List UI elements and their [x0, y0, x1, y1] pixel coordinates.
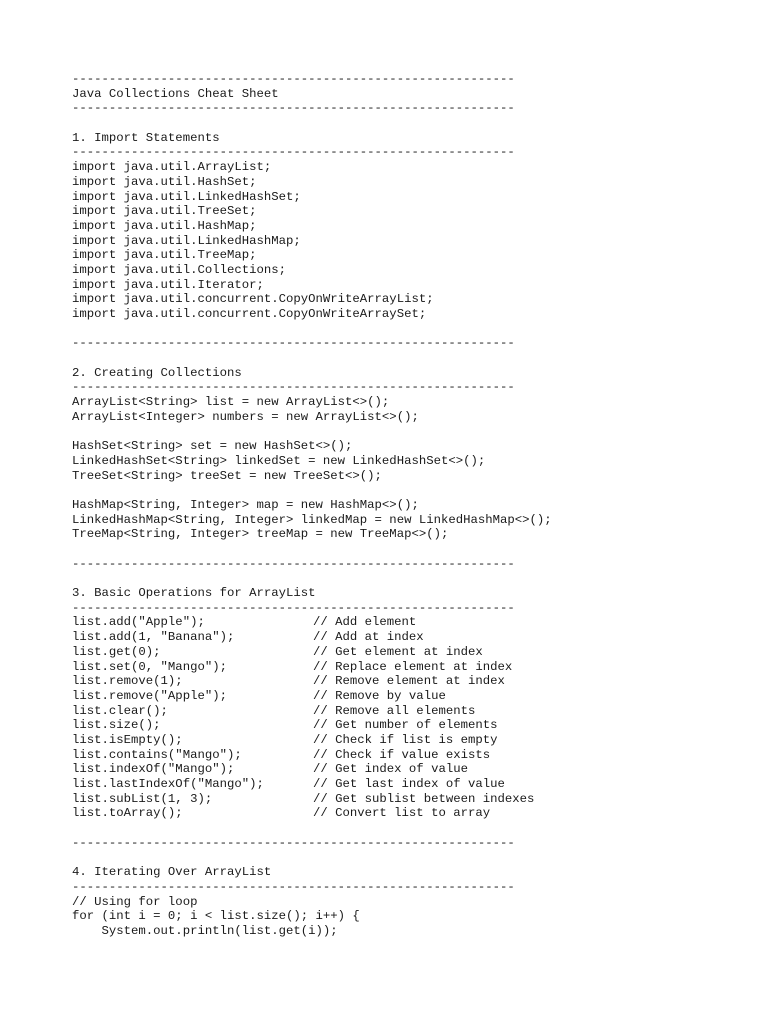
op-code: list.remove(1);	[72, 674, 183, 689]
blank-line	[72, 351, 752, 366]
op-row	[72, 718, 752, 733]
code-line: System.out.println(list.get(i));	[72, 923, 338, 938]
document-title: Java Collections Cheat Sheet	[72, 86, 279, 101]
code-line: for (int i = 0; i < list.size(); i++) {	[72, 909, 360, 924]
blank-line	[72, 425, 752, 440]
op-code: list.subList(1, 3);	[72, 791, 213, 806]
import-line: import java.util.LinkedHashMap;	[72, 233, 301, 248]
import-line: import java.util.HashMap;	[72, 218, 257, 233]
op-row	[72, 630, 752, 645]
code-line: ArrayList<String> list = new ArrayList<>();	[72, 395, 390, 410]
op-code: list.set(0, "Mango");	[72, 659, 227, 674]
import-line: import java.util.Collections;	[72, 262, 287, 277]
divider: ------------------------------------------------------------	[72, 380, 515, 395]
code-line: HashMap<String, Integer> map = new HashMap<>();	[72, 497, 419, 512]
import-line: import java.util.TreeMap;	[72, 248, 257, 263]
divider: ------------------------------------------------------------	[72, 600, 515, 615]
op-row	[72, 704, 752, 719]
code-line: LinkedHashSet<String> linkedSet = new LinkedHashSet<>();	[72, 453, 486, 468]
op-row	[72, 748, 752, 763]
op-row	[72, 689, 752, 704]
blank-line	[72, 821, 752, 836]
divider: ------------------------------------------------------------	[72, 72, 515, 86]
op-comment: // Get index of value	[313, 762, 468, 777]
op-code: list.add(1, "Banana");	[72, 630, 235, 645]
import-line: import java.util.LinkedHashSet;	[72, 189, 301, 204]
section-heading-basic-ops: 3. Basic Operations for ArrayList	[72, 586, 316, 601]
op-comment: // Remove all elements	[313, 703, 476, 718]
op-code: list.size();	[72, 718, 161, 733]
op-comment: // Check if value exists	[313, 747, 491, 762]
op-row	[72, 645, 752, 660]
code-line: HashSet<String> set = new HashSet<>();	[72, 439, 353, 454]
op-comment: // Get last index of value	[313, 777, 505, 791]
import-line: import java.util.Iterator;	[72, 277, 264, 292]
divider: ------------------------------------------------------------	[72, 336, 515, 351]
op-comment: // Remove element at index	[313, 674, 505, 689]
op-code: list.contains("Mango");	[72, 747, 242, 762]
op-comment: // Get number of elements	[313, 718, 498, 733]
section-heading-imports: 1. Import Statements	[72, 130, 220, 145]
divider: ------------------------------------------------------------	[72, 556, 515, 571]
import-line: import java.util.HashSet;	[72, 174, 257, 189]
blank-line	[72, 116, 752, 131]
import-line: import java.util.TreeSet;	[72, 204, 257, 219]
code-line: LinkedHashMap<String, Integer> linkedMap = new LinkedHashMap<>();	[72, 512, 552, 527]
op-comment: // Get sublist between indexes	[313, 791, 535, 806]
import-line: import java.util.concurrent.CopyOnWriteArraySet;	[72, 307, 427, 321]
op-row	[72, 674, 752, 689]
blank-line	[72, 483, 752, 498]
op-code: list.toArray();	[72, 806, 183, 821]
op-comment: // Replace element at index	[313, 659, 513, 674]
op-row	[72, 615, 752, 630]
op-comment: // Convert list to array	[313, 806, 491, 821]
code-line: TreeSet<String> treeSet = new TreeSet<>();	[72, 468, 382, 483]
cheat-sheet-page	[72, 72, 752, 939]
section-heading-iterating: 4. Iterating Over ArrayList	[72, 865, 272, 880]
blank-line	[72, 850, 752, 865]
op-code: list.clear();	[72, 703, 168, 718]
op-comment: // Check if list is empty	[313, 732, 498, 747]
import-line: import java.util.ArrayList;	[72, 160, 272, 175]
divider: ------------------------------------------------------------	[72, 835, 515, 850]
code-line: ArrayList<Integer> numbers = new ArrayList<>();	[72, 409, 419, 424]
op-comment: // Add at index	[313, 630, 424, 645]
divider: ------------------------------------------------------------	[72, 101, 515, 116]
op-row	[72, 792, 752, 807]
op-code: list.get(0);	[72, 644, 161, 659]
code-line: // Using for loop	[72, 894, 198, 909]
op-code: list.add("Apple");	[72, 615, 205, 630]
blank-line	[72, 542, 752, 557]
op-comment: // Add element	[313, 615, 417, 630]
import-line: import java.util.concurrent.CopyOnWriteArrayList;	[72, 292, 434, 307]
op-code: list.remove("Apple");	[72, 688, 227, 703]
divider: ------------------------------------------------------------	[72, 879, 515, 894]
op-row	[72, 777, 752, 792]
op-row	[72, 733, 752, 748]
op-code: list.indexOf("Mango");	[72, 762, 235, 777]
code-line: TreeMap<String, Integer> treeMap = new TreeMap<>();	[72, 527, 449, 542]
op-row	[72, 806, 752, 821]
op-row	[72, 660, 752, 675]
op-row	[72, 762, 752, 777]
blank-line	[72, 571, 752, 586]
op-comment: // Remove by value	[313, 688, 446, 703]
section-heading-creating: 2. Creating Collections	[72, 365, 242, 380]
op-comment: // Get element at index	[313, 644, 483, 659]
op-code: list.isEmpty();	[72, 732, 183, 747]
op-code: list.lastIndexOf("Mango");	[72, 777, 264, 791]
divider: ------------------------------------------------------------	[72, 145, 515, 160]
blank-line	[72, 322, 752, 337]
